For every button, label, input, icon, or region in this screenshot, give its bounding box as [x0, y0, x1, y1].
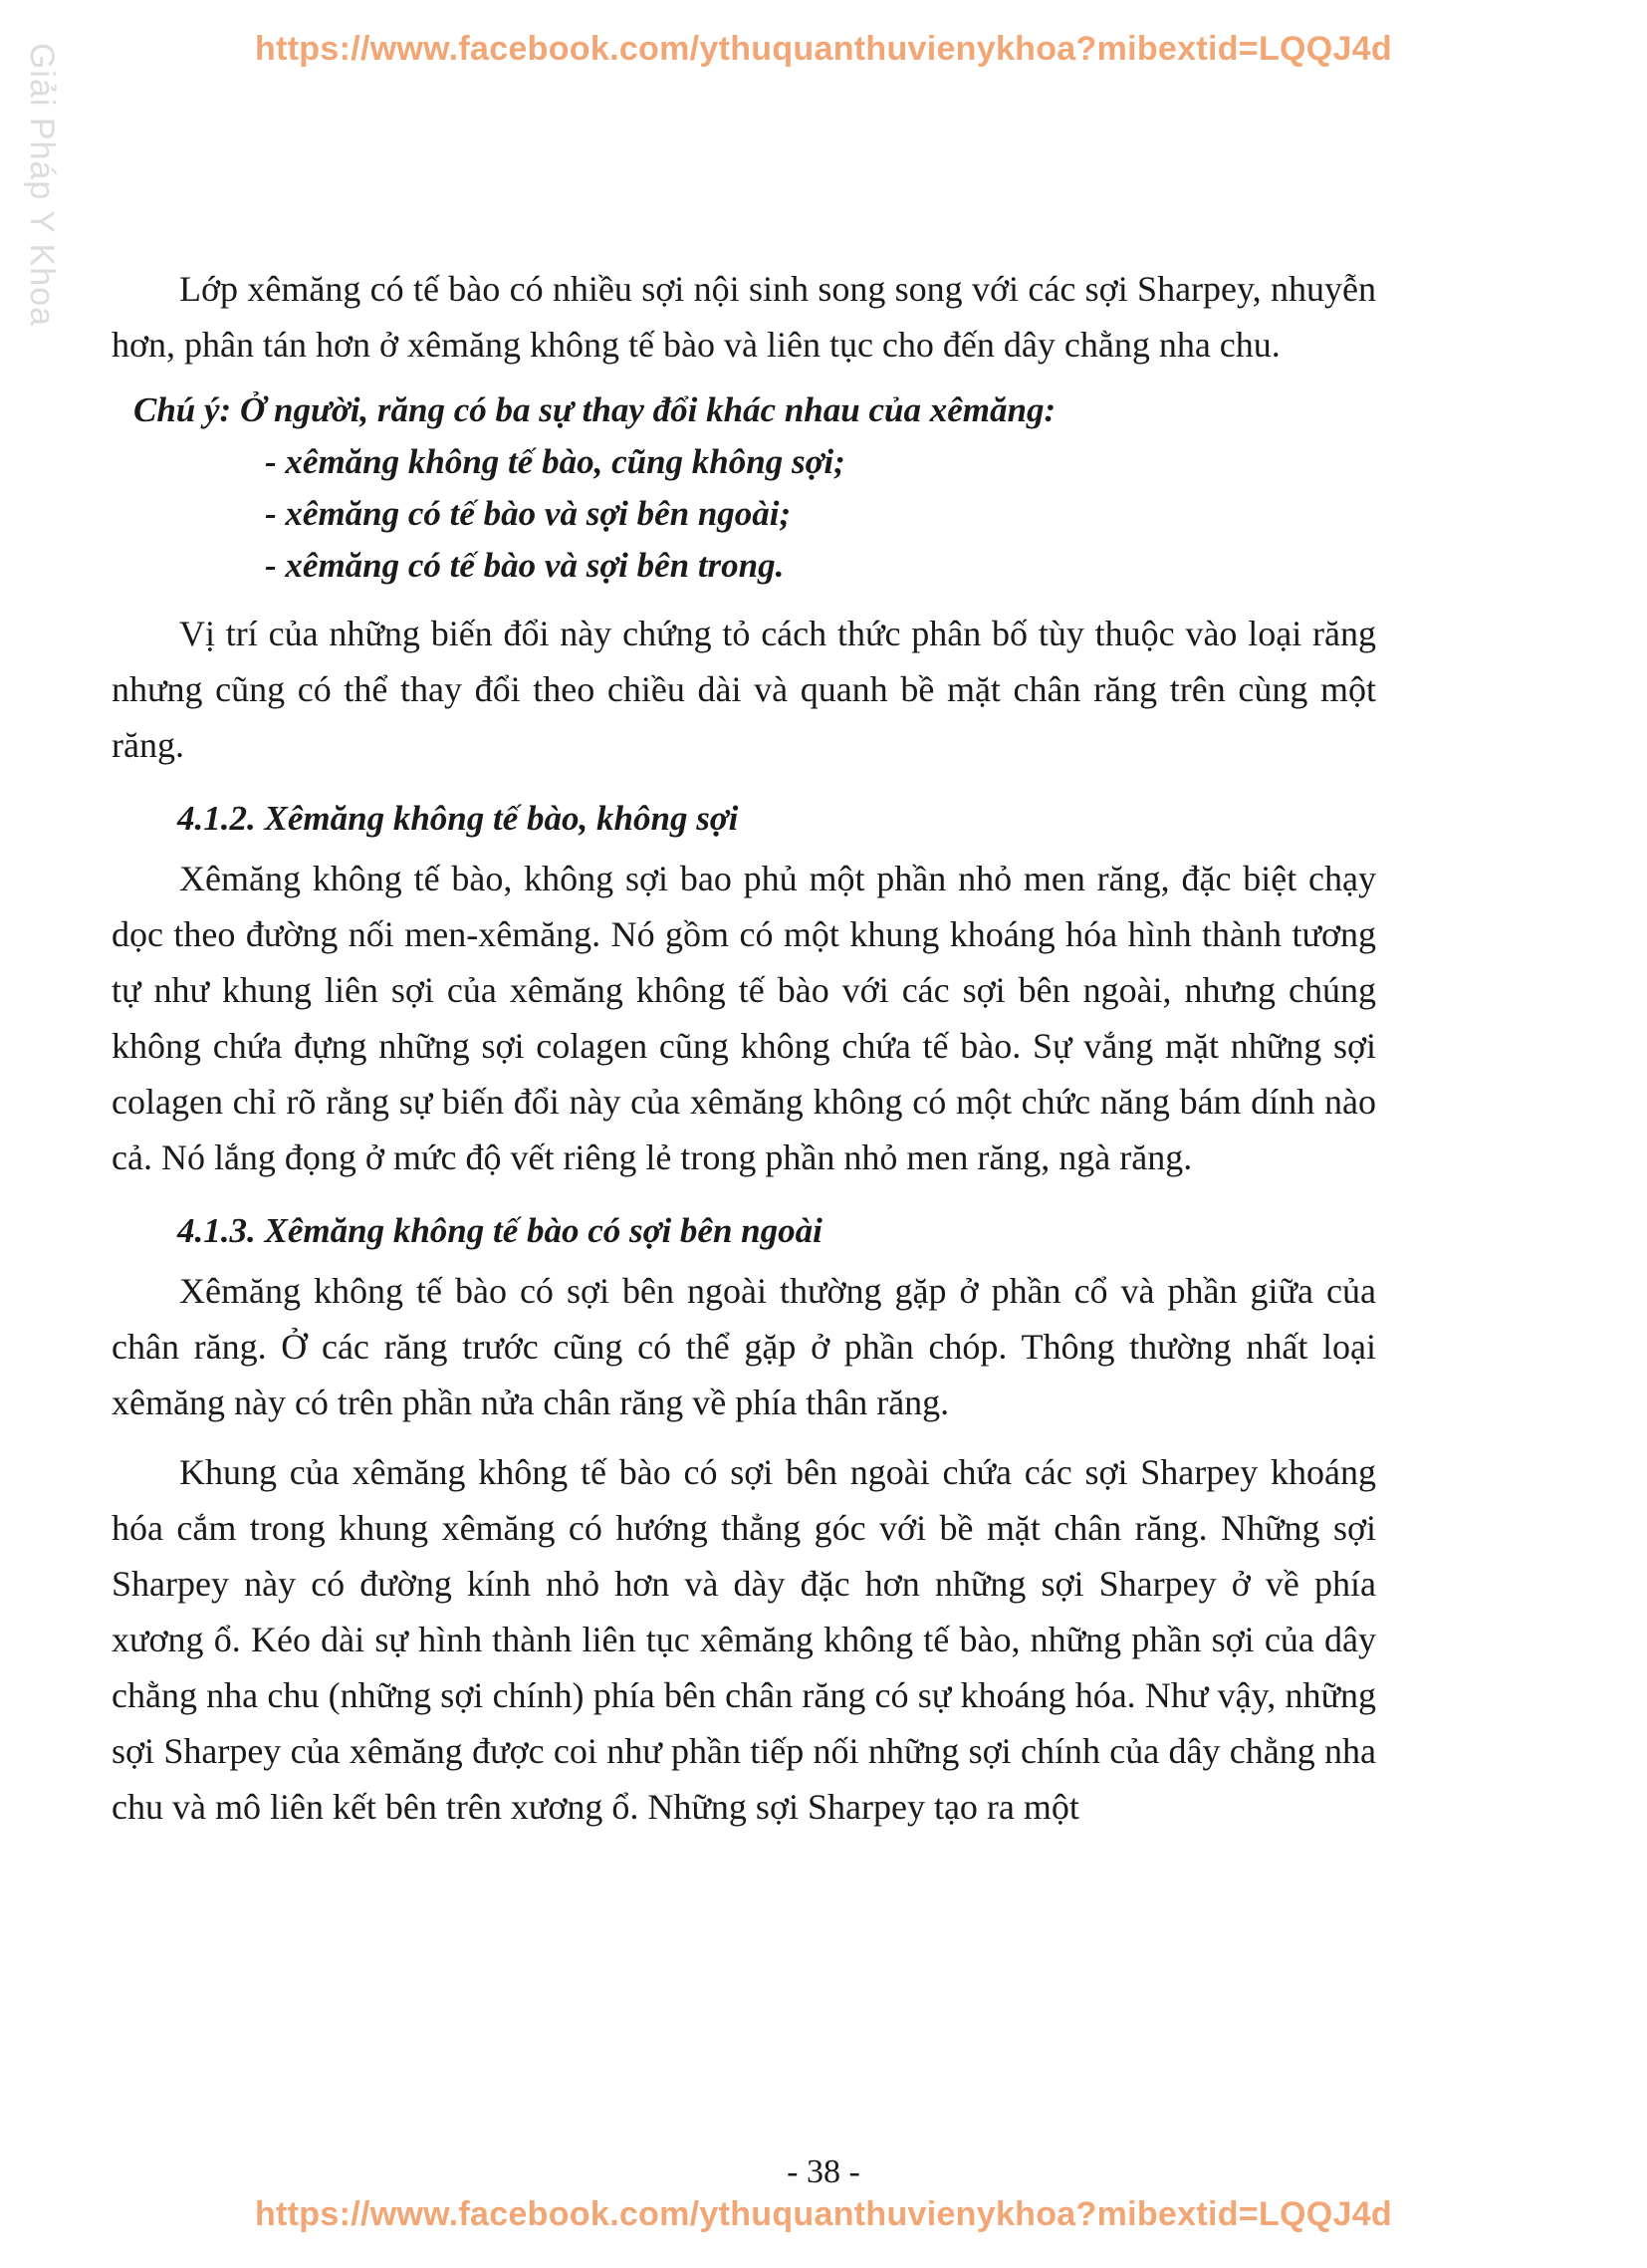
paragraph-extrinsic-fiber-cementum: Xêmăng không tế bào có sợi bên ngoài thường gặp ở phần cổ và phần giữa của chân răng. Ở các răng trước cũng có thể gặp ở phần chóp. Thông thường nhất loại xêmăng này có trên phần nửa chân răng về phía thân răng. — [112, 1271, 1376, 1422]
paragraph-sharpey-fibers: Khung của xêmăng không tế bào có sợi bên ngoài chứa các sợi Sharpey khoáng hóa cắm trong khung xêmăng có hướng thẳng góc với bề mặt chân răng. Những sợi Sharpey này có đường kính nhỏ hơn và dày đặc hơn những sợi Sharpey ở về phía xương ổ. Kéo dài sự hình thành liên tục xêmăng không tế bào, những phần sợi của dây chằng nha chu (những sợi chính) phía bên chân răng có sự khoáng hóa. Như vậy, những sợi Sharpey của xêmăng được coi như phần tiếp nối những sợi chính của dây chằng nha chu và mô liên kết bên trên xương ổ. Những sợi Sharpey tạo ra một — [112, 1452, 1376, 1827]
side-watermark — [22, 30, 62, 339]
section-heading-4-1-2: 4.1.2. Xêmăng không tế bào, không sợi — [177, 799, 739, 838]
note-list-item: - xêmăng có tế bào và sợi bên ngoài; — [265, 494, 792, 533]
watermark-url-top: https://www.facebook.com/ythuquanthuvienykhoa?mibextid=LQQJ4d — [254, 30, 1392, 68]
side-watermark-text: Giải Pháp Y Khoa — [23, 42, 62, 327]
note-list-item: - xêmăng không tế bào, cũng không sợi; — [265, 442, 845, 481]
note-list-item: - xêmăng có tế bào và sợi bên trong. — [265, 546, 785, 585]
note-list — [133, 436, 1376, 592]
note-block — [112, 384, 1376, 592]
paragraph-cellular-cementum: Lớp xêmăng có tế bào có nhiều sợi nội sinh song song với các sợi Sharpey, nhuyễn hơn, phân tán hơn ở xêmăng không tế bào và liên tục cho đến dây chằng nha chu. — [112, 269, 1376, 365]
paragraph-variation-location: Vị trí của những biến đổi này chứng tỏ cách thức phân bố tùy thuộc vào loại răng nhưng cũng có thể thay đổi theo chiều dài và quanh bề mặt chân răng trên cùng một răng. — [112, 614, 1376, 765]
watermark-url-bottom: https://www.facebook.com/ythuquanthuvienykhoa?mibextid=LQQJ4d — [254, 2195, 1392, 2233]
page-body — [112, 261, 1376, 1835]
section-heading-4-1-3: 4.1.3. Xêmăng không tế bào có sợi bên ngoài — [177, 1211, 823, 1250]
note-intro: Ở người, răng có ba sự thay đổi khác nhau của xêmăng: — [239, 390, 1057, 429]
paragraph-afibrillar-cementum: Xêmăng không tế bào, không sợi bao phủ một phần nhỏ men răng, đặc biệt chạy dọc theo đường nối men-xêmăng. Nó gồm có một khung khoáng hóa hình thành tương tự như khung liên sợi của xêmăng không tế bào với các sợi bên ngoài, nhưng chúng không chứa đựng những sợi colagen cũng không chứa tế bào. Sự vắng mặt những sợi colagen chỉ rõ rằng sự biến đổi này của xêmăng không có một chức năng bám dính nào cả. Nó lắng đọng ở mức độ vết riêng lẻ trong phần nhỏ men răng, ngà răng. — [112, 859, 1376, 1177]
note-label: Chú ý: — [133, 390, 232, 429]
page-number: - 38 - — [787, 2153, 860, 2190]
